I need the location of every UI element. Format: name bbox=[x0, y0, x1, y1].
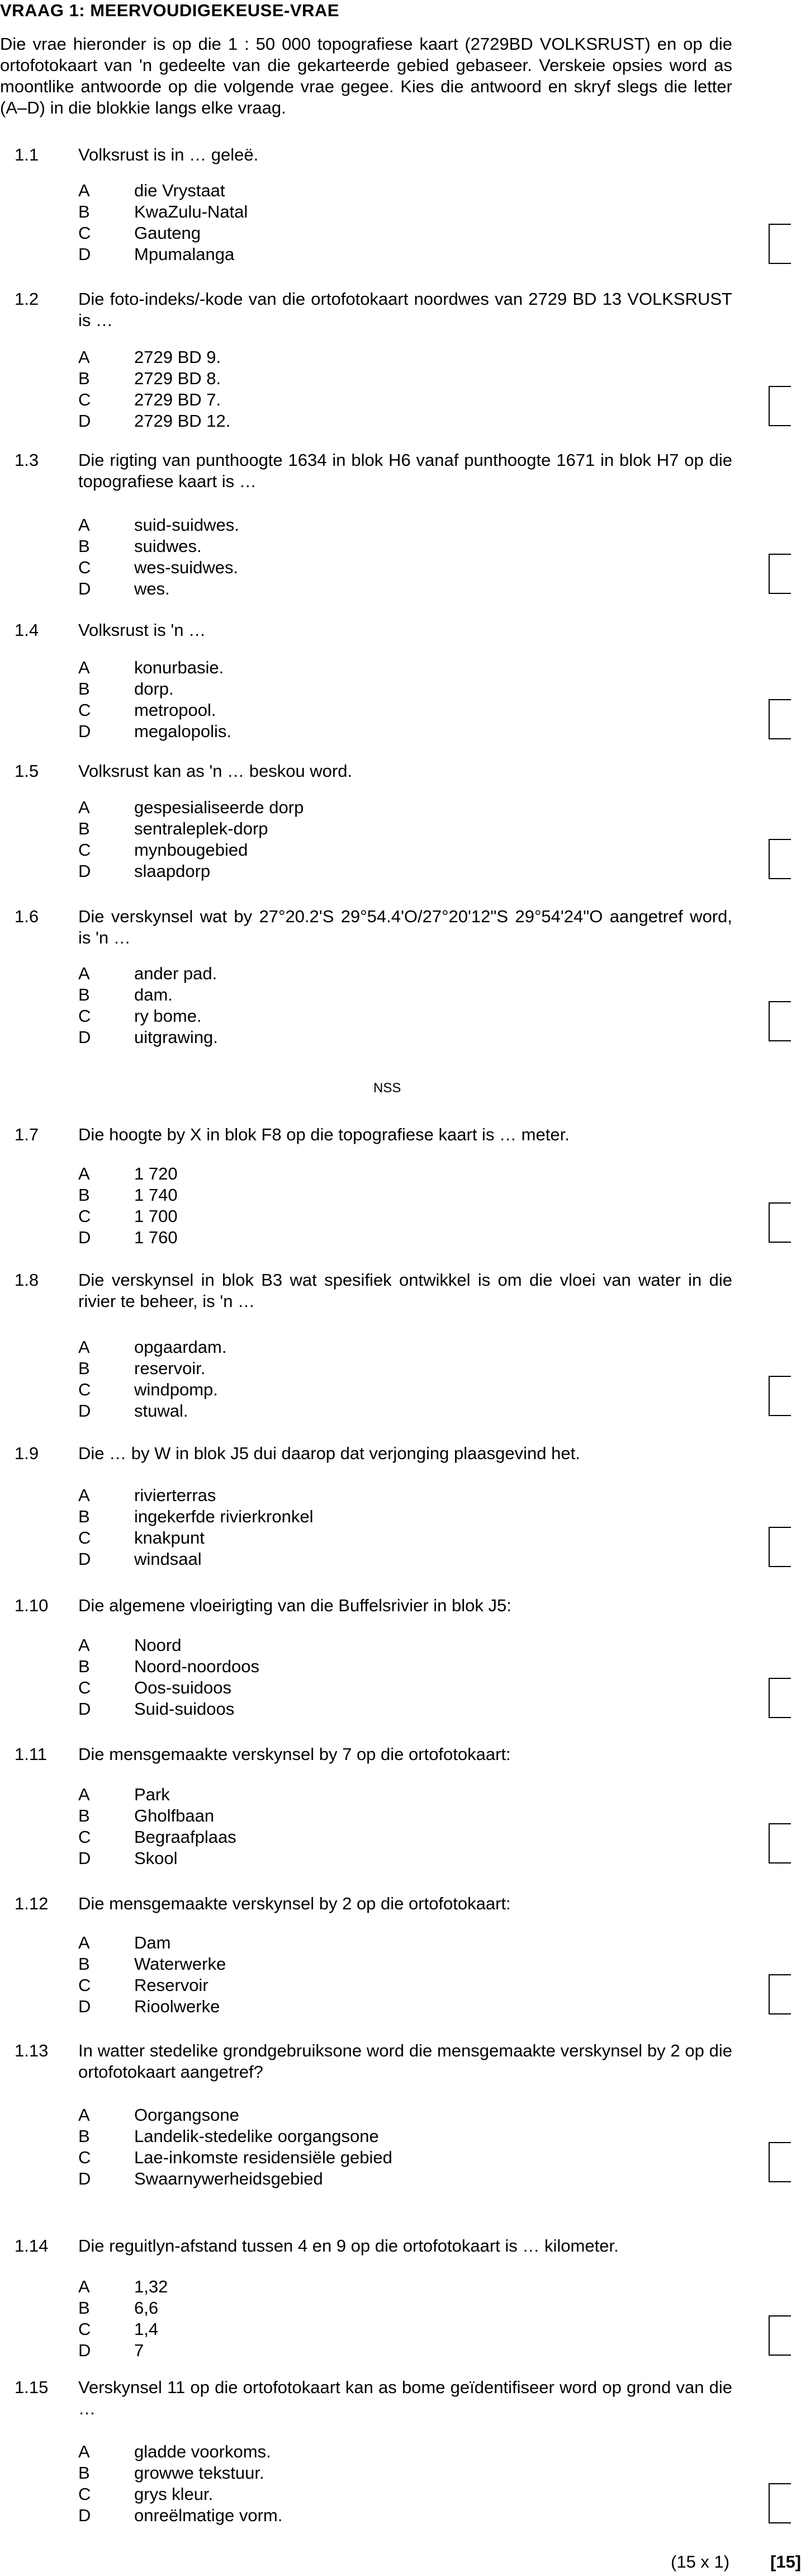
question-number: 1.6 bbox=[15, 907, 39, 926]
option-text: Swaarnywerheidsgebied bbox=[134, 2169, 323, 2188]
option-letter: D bbox=[78, 721, 91, 741]
option-letter: D bbox=[78, 1699, 91, 1719]
answer-box[interactable] bbox=[769, 1823, 791, 1863]
option-letter: C bbox=[78, 558, 91, 577]
option-text: 1 700 bbox=[134, 1206, 178, 1226]
question-text: Die hoogte by X in blok F8 op die topografiese kaart is … meter. bbox=[78, 1125, 570, 1144]
option-text: Gholfbaan bbox=[134, 1806, 215, 1825]
option-text: 1 760 bbox=[134, 1228, 178, 1247]
question-text: Die … by W in blok J5 dui daarop dat verjonging plaasgevind het. bbox=[78, 1443, 580, 1463]
option-text: rivierterras bbox=[134, 1485, 216, 1505]
option-text: ry bome. bbox=[134, 1006, 202, 1026]
option-letter: C bbox=[78, 1827, 91, 1847]
option-letter: A bbox=[78, 515, 90, 535]
option-letter: C bbox=[78, 1975, 91, 1995]
option-letter: D bbox=[78, 1549, 91, 1569]
option-letter: B bbox=[78, 985, 90, 1004]
instructions: Die vrae hieronder is op die 1 : 50 000 topografiese kaart (2729BD VOLKSRUST) en op die ortofotokaart van 'n gedeelte van die gekarteerde gebied gebaseer. Verskeie opsies word as moontlike antwoorde op die volgende vrae gegee. Kies die antwoord en skryf slegs die letter (A–D) in die blokkie langs elke vraag. bbox=[0, 34, 732, 117]
option-text: Reservoir bbox=[134, 1975, 208, 1995]
option-text: uitgrawing. bbox=[134, 1027, 218, 1047]
option-text: windpomp. bbox=[134, 1380, 218, 1399]
question-text: Verskynsel 11 op die ortofotokaart kan as bome geïdentifiseer word op grond van die … bbox=[78, 2377, 732, 2418]
option-text: Dam bbox=[134, 1933, 171, 1952]
question-number: 1.11 bbox=[15, 1744, 48, 1764]
option-text: Gauteng bbox=[134, 223, 201, 243]
option-text: ander pad. bbox=[134, 964, 217, 983]
option-text: Rioolwerke bbox=[134, 1997, 220, 2016]
question-number: 1.1 bbox=[15, 145, 39, 164]
option-text: reservoir. bbox=[134, 1358, 206, 1378]
answer-box[interactable] bbox=[769, 2483, 791, 2523]
option-letter: C bbox=[78, 700, 91, 720]
option-text: windsaal bbox=[134, 1549, 202, 1569]
option-letter: C bbox=[78, 2319, 91, 2339]
option-letter: B bbox=[78, 2298, 90, 2318]
option-letter: B bbox=[78, 1657, 90, 1676]
option-text: megalopolis. bbox=[134, 721, 232, 741]
question-text: Die mensgemaakte verskynsel by 2 op die ortofotokaart: bbox=[78, 1894, 511, 1913]
option-text: wes. bbox=[134, 579, 170, 598]
option-text: Park bbox=[134, 1785, 170, 1804]
option-letter: B bbox=[78, 679, 90, 699]
question-text: Volksrust kan as 'n … beskou word. bbox=[78, 761, 353, 781]
option-text: wes-suidwes. bbox=[134, 558, 239, 577]
option-text: 2729 BD 7. bbox=[134, 390, 221, 409]
option-text: Oorgangsone bbox=[134, 2105, 239, 2125]
answer-box[interactable] bbox=[769, 2315, 791, 2356]
option-text: Waterwerke bbox=[134, 1954, 226, 1974]
answer-box[interactable] bbox=[769, 1678, 791, 1718]
option-text: slaapdorp bbox=[134, 861, 211, 881]
option-letter: C bbox=[78, 1206, 91, 1226]
option-text: Suid-suidoos bbox=[134, 1699, 235, 1719]
question-text: Volksrust is 'n … bbox=[78, 620, 206, 640]
question-number: 1.8 bbox=[15, 1270, 39, 1290]
question-number: 1.13 bbox=[15, 2041, 49, 2060]
option-letter: A bbox=[78, 1337, 90, 1357]
option-text: 6,6 bbox=[134, 2298, 159, 2318]
continuation-note: NSS bbox=[373, 1081, 401, 1096]
option-letter: B bbox=[78, 369, 90, 388]
option-letter: A bbox=[78, 1485, 90, 1505]
option-letter: A bbox=[78, 2277, 90, 2296]
question-text: In watter stedelike grondgebruiksone word die mensgemaakte verskynsel by 2 op die ortofotokaart aangetref? bbox=[78, 2041, 732, 2082]
question-number: 1.12 bbox=[15, 1894, 49, 1913]
question-number: 1.14 bbox=[15, 2236, 49, 2256]
option-letter: C bbox=[78, 1006, 91, 1026]
question-text: Die verskynsel in blok B3 wat spesifiek ontwikkel is om die vloei van water in die rivier te beheer, is 'n … bbox=[78, 1270, 732, 1311]
option-text: suidwes. bbox=[134, 536, 202, 556]
option-letter: A bbox=[78, 1635, 90, 1655]
question-number: 1.4 bbox=[15, 620, 39, 640]
option-text: dam. bbox=[134, 985, 173, 1004]
option-text: gespesialiseerde dorp bbox=[134, 798, 304, 817]
option-text: stuwal. bbox=[134, 1401, 188, 1421]
option-letter: C bbox=[78, 1678, 91, 1697]
option-letter: B bbox=[78, 1358, 90, 1378]
question-number: 1.10 bbox=[15, 1596, 49, 1615]
option-letter: A bbox=[78, 2105, 90, 2125]
option-letter: C bbox=[78, 2148, 91, 2167]
option-letter: A bbox=[78, 964, 90, 983]
question-number: 1.9 bbox=[15, 1443, 39, 1463]
option-letter: C bbox=[78, 390, 91, 409]
option-text: KwaZulu-Natal bbox=[134, 202, 248, 221]
option-letter: D bbox=[78, 1228, 91, 1247]
option-text: 1,4 bbox=[134, 2319, 159, 2339]
option-text: 7 bbox=[134, 2341, 144, 2360]
option-text: mynbougebied bbox=[134, 840, 248, 860]
option-text: Oos-suidoos bbox=[134, 1678, 232, 1697]
option-letter: A bbox=[78, 1933, 90, 1952]
option-letter: A bbox=[78, 347, 90, 367]
marks-allocation: (15 x 1) bbox=[671, 2552, 730, 2572]
option-letter: A bbox=[78, 1164, 90, 1183]
option-text: dorp. bbox=[134, 679, 174, 699]
option-text: Lae-inkomste residensiële gebied bbox=[134, 2148, 392, 2167]
option-text: metropool. bbox=[134, 700, 216, 720]
answer-box[interactable] bbox=[769, 1376, 791, 1416]
question-text: Die algemene vloeirigting van die Buffelsrivier in blok J5: bbox=[78, 1596, 511, 1615]
option-text: 2729 BD 8. bbox=[134, 369, 221, 388]
answer-box[interactable] bbox=[769, 554, 791, 594]
option-text: 1 720 bbox=[134, 1164, 178, 1183]
option-letter: B bbox=[78, 2463, 90, 2483]
question-text: Die mensgemaakte verskynsel by 7 op die ortofotokaart: bbox=[78, 1744, 511, 1764]
answer-box[interactable] bbox=[769, 2142, 791, 2182]
option-text: konurbasie. bbox=[134, 658, 224, 677]
option-text: 1,32 bbox=[134, 2277, 168, 2296]
option-letter: B bbox=[78, 1806, 90, 1825]
option-letter: B bbox=[78, 536, 90, 556]
question-number: 1.15 bbox=[15, 2377, 49, 2397]
option-letter: B bbox=[78, 819, 90, 838]
option-letter: D bbox=[78, 2169, 91, 2188]
option-letter: C bbox=[78, 1528, 91, 1548]
answer-box[interactable] bbox=[769, 386, 791, 426]
question-text: Die foto-indeks/-kode van die ortofotokaart noordwes van 2729 BD 13 VOLKSRUST is … bbox=[78, 289, 732, 330]
option-text: grys kleur. bbox=[134, 2484, 214, 2504]
option-letter: C bbox=[78, 1380, 91, 1399]
option-text: 1 740 bbox=[134, 1185, 178, 1205]
option-text: opgaardam. bbox=[134, 1337, 227, 1357]
option-letter: D bbox=[78, 1848, 91, 1868]
answer-box[interactable] bbox=[769, 839, 791, 879]
answer-box[interactable] bbox=[769, 1001, 791, 1041]
answer-box[interactable] bbox=[769, 1527, 791, 1567]
question-number: 1.7 bbox=[15, 1125, 39, 1144]
answer-box[interactable] bbox=[769, 1974, 791, 2014]
option-letter: C bbox=[78, 223, 91, 243]
option-text: Begraafplaas bbox=[134, 1827, 236, 1847]
option-text: gladde voorkoms. bbox=[134, 2442, 271, 2461]
option-letter: D bbox=[78, 2341, 91, 2360]
option-letter: A bbox=[78, 658, 90, 677]
option-letter: C bbox=[78, 840, 91, 860]
option-letter: D bbox=[78, 1997, 91, 2016]
answer-box[interactable] bbox=[769, 224, 791, 264]
option-letter: D bbox=[78, 861, 91, 881]
option-text: Noord-noordoos bbox=[134, 1657, 260, 1676]
total-marks: [15] bbox=[770, 2552, 801, 2572]
option-text: 2729 BD 9. bbox=[134, 347, 221, 367]
question-text: Die reguitlyn-afstand tussen 4 en 9 op die ortofotokaart is … kilometer. bbox=[78, 2236, 619, 2256]
question-text: Volksrust is in … geleë. bbox=[78, 145, 259, 164]
option-letter: B bbox=[78, 202, 90, 221]
question-number: 1.5 bbox=[15, 761, 39, 781]
option-text: onreëlmatige vorm. bbox=[134, 2506, 283, 2525]
option-text: 2729 BD 12. bbox=[134, 411, 231, 431]
option-text: Skool bbox=[134, 1848, 178, 1868]
option-letter: D bbox=[78, 244, 91, 264]
question-text: Die rigting van punthoogte 1634 in blok H6 vanaf punthoogte 1671 in blok H7 op die topografiese kaart is … bbox=[78, 450, 732, 491]
question-text: Die verskynsel wat by 27°20.2'S 29°54.4'O/27°20'12"S 29°54'24"O aangetref word, is 'n … bbox=[78, 907, 732, 947]
option-letter: A bbox=[78, 798, 90, 817]
option-text: ingekerfde rivierkronkel bbox=[134, 1507, 314, 1526]
option-letter: B bbox=[78, 2126, 90, 2146]
option-text: die Vrystaat bbox=[134, 181, 225, 200]
option-letter: A bbox=[78, 181, 90, 200]
option-letter: D bbox=[78, 1027, 91, 1047]
option-text: Noord bbox=[134, 1635, 182, 1655]
option-letter: C bbox=[78, 2484, 91, 2504]
option-letter: D bbox=[78, 2506, 91, 2525]
option-text: suid-suidwes. bbox=[134, 515, 239, 535]
option-text: knakpunt bbox=[134, 1528, 205, 1548]
question-heading: VRAAG 1: MEERVOUDIGEKEUSE-VRAE bbox=[0, 1, 339, 20]
question-number: 1.3 bbox=[15, 450, 39, 470]
answer-box[interactable] bbox=[769, 1202, 791, 1243]
answer-box[interactable] bbox=[769, 699, 791, 739]
option-text: sentraleplek-dorp bbox=[134, 819, 268, 838]
option-text: Mpumalanga bbox=[134, 244, 235, 264]
option-letter: D bbox=[78, 1401, 91, 1421]
option-letter: B bbox=[78, 1954, 90, 1974]
option-letter: A bbox=[78, 2442, 90, 2461]
option-letter: B bbox=[78, 1507, 90, 1526]
option-text: growwe tekstuur. bbox=[134, 2463, 264, 2483]
option-letter: B bbox=[78, 1185, 90, 1205]
option-letter: A bbox=[78, 1785, 90, 1804]
option-letter: D bbox=[78, 579, 91, 598]
question-number: 1.2 bbox=[15, 289, 39, 309]
option-text: Landelik-stedelike oorgangsone bbox=[134, 2126, 379, 2146]
option-letter: D bbox=[78, 411, 91, 431]
